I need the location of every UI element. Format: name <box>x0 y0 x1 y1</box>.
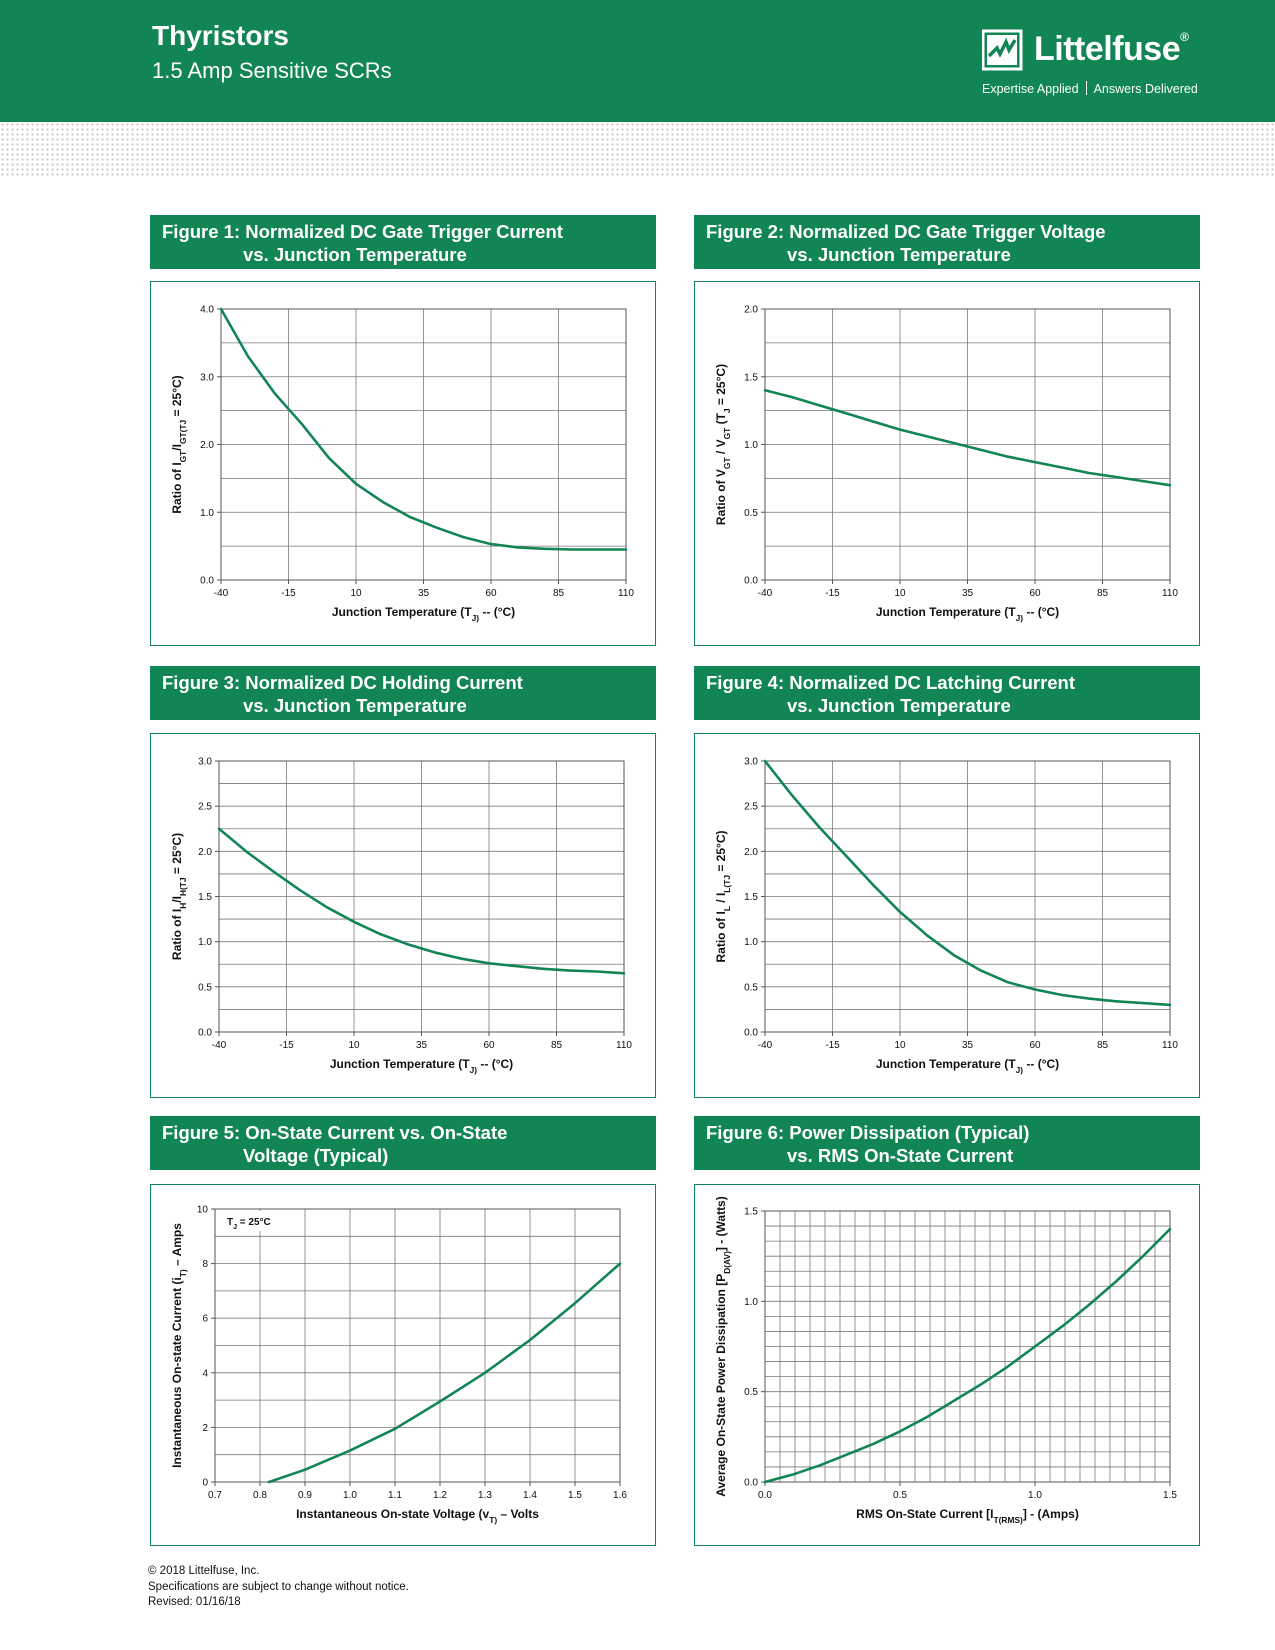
y-tick-label: 0.5 <box>198 982 212 994</box>
y-tick-label: 3.0 <box>200 372 214 384</box>
y-axis-title: Ratio of $I_H/I_{H(TJ} = 25^\circ C$) <box>170 832 188 961</box>
x-tick-label: 60 <box>1029 1040 1041 1051</box>
x-tick-label: 10 <box>350 588 362 599</box>
page-subtitle: 1.5 Amp Sensitive SCRs <box>152 58 392 83</box>
x-tick-label: 0.9 <box>298 1490 312 1501</box>
figure-2-chart <box>695 282 1201 647</box>
brand-name: Littelfuse® <box>1034 30 1189 68</box>
figure-3-header: Figure 3: Normalized DC Holding Current vs. Junction Temperature <box>150 666 656 720</box>
y-tick-label: 1.5 <box>744 372 758 384</box>
figure-4-header: Figure 4: Normalized DC Latching Current vs. Junction Temperature <box>694 666 1200 720</box>
figure-3-chart <box>151 734 657 1099</box>
y-tick-label: 4.0 <box>200 304 214 316</box>
figure-6-chart <box>695 1185 1201 1547</box>
grid <box>221 309 626 580</box>
y-tick-label: 8 <box>202 1259 208 1271</box>
x-tick-label: 85 <box>1096 1040 1109 1051</box>
y-tick-label: 0.5 <box>744 1387 758 1399</box>
y-tick-label: 2 <box>202 1422 208 1434</box>
y-tick-label: 1.5 <box>198 892 212 903</box>
grid <box>765 309 1170 580</box>
y-axis-title: Instantaneous On-state Current ($i_{T)}$ – Amps <box>170 1223 188 1468</box>
brand-tagline: Expertise Applied Answers Delivered <box>982 82 1198 96</box>
y-tick-label: 0.0 <box>744 575 758 587</box>
figure-4-chart <box>695 734 1201 1099</box>
x-tick-label: -40 <box>757 588 773 599</box>
x-tick-label: -15 <box>281 588 296 599</box>
notice-text: Specifications are subject to change without notice. <box>148 1580 409 1593</box>
figure-5-header: Figure 5: On-State Current vs. On-State Voltage (Typical) <box>150 1116 656 1170</box>
dotted-band <box>0 122 1275 178</box>
grid <box>215 1209 620 1482</box>
x-axis-title: Junction Temperature ($T_{J)} -- (^\circ C)$ <box>875 605 1060 623</box>
x-tick-label: 35 <box>961 1040 974 1051</box>
x-tick-label: 1.1 <box>388 1490 402 1501</box>
y-tick-label: 1.0 <box>744 440 758 451</box>
figure-1-chart <box>151 282 657 647</box>
y-tick-label: 0.5 <box>744 507 758 519</box>
y-tick-label: 2.0 <box>744 304 758 316</box>
x-tick-label: 1.0 <box>343 1490 357 1501</box>
annotation-label: $T_J = 25^\circ C$ <box>227 1217 271 1231</box>
x-tick-label: 110 <box>618 588 634 599</box>
y-tick-label: 1.0 <box>198 937 212 949</box>
y-tick-label: 2.0 <box>200 440 214 451</box>
figure-1-header: Figure 1: Normalized DC Gate Trigger Current vs. Junction Temperature <box>150 215 656 269</box>
y-tick-label: 1.5 <box>744 892 758 903</box>
x-axis-title: RMS On-State Current $[I_{T(RMS)}]$ - (Amps) <box>856 1507 1079 1525</box>
x-tick-label: -40 <box>211 1040 227 1051</box>
x-tick-label: 1.3 <box>478 1490 492 1501</box>
y-tick-label: 0 <box>202 1477 208 1489</box>
x-tick-label: 110 <box>1162 1040 1178 1051</box>
y-tick-label: 10 <box>196 1204 208 1216</box>
x-tick-label: 85 <box>1096 588 1109 599</box>
x-tick-label: 110 <box>616 1040 632 1051</box>
page-footer <box>148 1564 409 1611</box>
x-axis-title: Junction Temperature ($T_{J)} -- (^\circ C)$ <box>331 605 516 623</box>
figure-2-header: Figure 2: Normalized DC Gate Trigger Voltage vs. Junction Temperature <box>694 215 1200 269</box>
y-tick-label: 1.0 <box>200 507 214 519</box>
x-tick-label: -40 <box>213 588 229 599</box>
x-tick-label: 35 <box>415 1040 428 1051</box>
figure-5-chart <box>151 1185 657 1547</box>
x-tick-label: 1.0 <box>1028 1490 1042 1501</box>
y-tick-label: 1.0 <box>744 1296 758 1308</box>
x-tick-label: 0.7 <box>208 1490 222 1501</box>
littelfuse-logo-icon <box>982 28 1026 72</box>
figure-6-panel <box>694 1184 1200 1546</box>
y-tick-label: 4 <box>202 1368 208 1380</box>
series-line <box>765 1229 1170 1482</box>
grid <box>765 761 1170 1032</box>
x-tick-label: 85 <box>552 588 565 599</box>
figure-6-header: Figure 6: Power Dissipation (Typical) vs. RMS On-State Current <box>694 1116 1200 1170</box>
page-title: Thyristors <box>152 20 289 51</box>
y-axis-title: Ratio of $I_L / I_{L(TJ} = 25^\circ C$) <box>714 830 732 963</box>
y-tick-label: 0.0 <box>200 575 214 587</box>
figure-2-panel <box>694 281 1200 646</box>
figure-5-panel <box>150 1184 656 1546</box>
y-tick-label: 2.5 <box>744 801 758 813</box>
revised-text: Revised: 01/16/18 <box>148 1596 241 1608</box>
x-tick-label: 10 <box>894 1040 906 1051</box>
y-tick-label: 0.0 <box>198 1027 212 1039</box>
x-tick-label: 35 <box>961 588 974 599</box>
x-tick-label: -15 <box>825 588 840 599</box>
figure-3-panel <box>150 733 656 1098</box>
figure-1-panel <box>150 281 656 646</box>
y-axis-title: Average On-State Power Dissipation $[P_{D(AV)}]$ - (Watts) <box>714 1196 732 1497</box>
x-tick-label: 1.6 <box>613 1490 627 1501</box>
x-tick-label: 10 <box>348 1040 360 1051</box>
y-tick-label: 1.0 <box>744 937 758 949</box>
y-axis-title: Ratio of $I_{GT}/I_{GT(TJ} = 25^\circ C$) <box>170 375 188 514</box>
x-tick-label: 1.2 <box>433 1490 447 1501</box>
y-tick-label: 2.0 <box>198 846 212 858</box>
x-tick-label: -15 <box>825 1040 840 1051</box>
y-tick-label: 6 <box>202 1313 208 1325</box>
y-tick-label: 2.5 <box>198 801 212 813</box>
x-axis-title: Junction Temperature ($T_{J)} -- (^\circ C)$ <box>329 1057 514 1075</box>
x-axis-title: Junction Temperature ($T_{J)} -- (^\circ C)$ <box>875 1057 1060 1075</box>
x-tick-label: 60 <box>1029 588 1041 599</box>
y-tick-label: 2.0 <box>744 846 758 858</box>
grid <box>219 761 624 1032</box>
x-tick-label: 85 <box>550 1040 563 1051</box>
x-tick-label: 60 <box>485 588 497 599</box>
x-tick-label: 0.0 <box>758 1490 772 1501</box>
x-tick-label: -40 <box>757 1040 773 1051</box>
x-tick-label: 60 <box>483 1040 495 1051</box>
x-axis-title: Instantaneous On-state Voltage ($v_{T)}$ – Volts <box>296 1507 539 1525</box>
x-tick-label: 1.5 <box>568 1490 582 1501</box>
x-tick-label: -15 <box>279 1040 294 1051</box>
copyright-text: © 2018 Littelfuse, Inc. <box>148 1565 260 1577</box>
x-tick-label: 10 <box>894 588 906 599</box>
y-tick-label: 3.0 <box>744 756 758 768</box>
y-tick-label: 3.0 <box>198 756 212 768</box>
x-tick-label: 1.4 <box>523 1490 537 1501</box>
x-tick-label: 35 <box>417 588 430 599</box>
y-tick-label: 0.0 <box>744 1477 758 1489</box>
x-tick-label: 110 <box>1162 588 1178 599</box>
grid <box>765 1211 1170 1482</box>
y-tick-label: 1.5 <box>744 1206 758 1218</box>
x-tick-label: 0.5 <box>893 1490 907 1501</box>
y-axis-title: Ratio of $V_{GT} / V_{GT}$ $(T_J = 25^\circ C)$ <box>714 363 732 526</box>
x-tick-label: 1.5 <box>1163 1490 1177 1501</box>
y-tick-label: 0.5 <box>744 982 758 994</box>
figure-4-panel <box>694 733 1200 1098</box>
page-header <box>0 0 1275 122</box>
x-tick-label: 0.8 <box>253 1490 267 1501</box>
y-tick-label: 0.0 <box>744 1027 758 1039</box>
